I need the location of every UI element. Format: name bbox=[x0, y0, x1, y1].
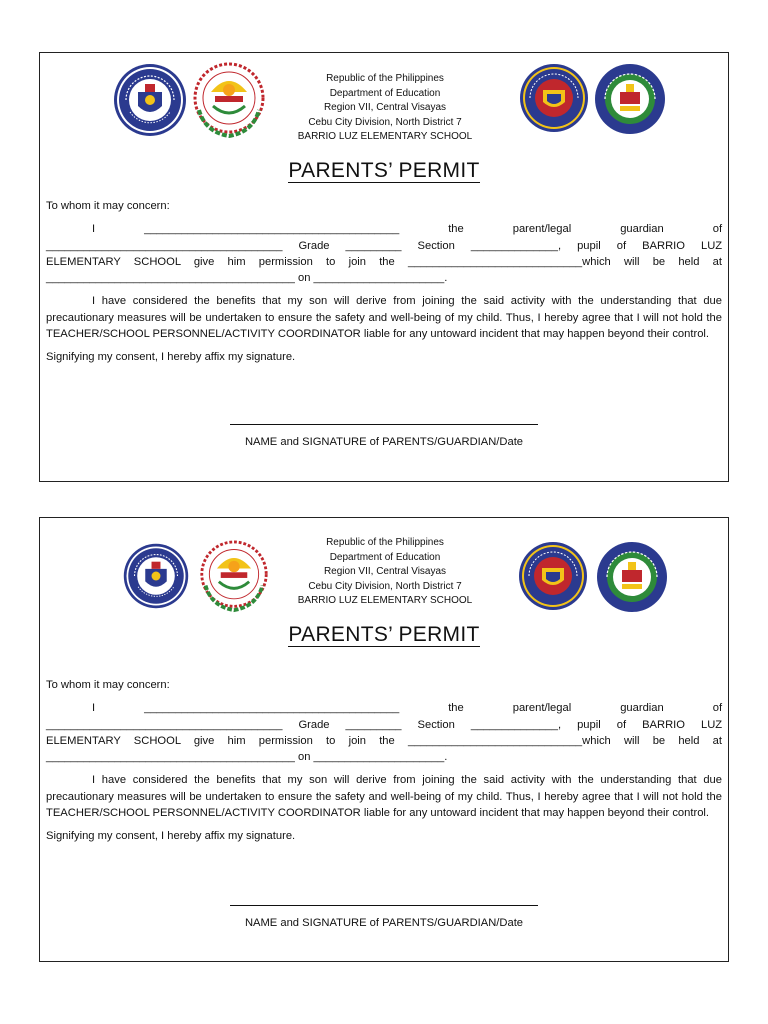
signature-line bbox=[230, 905, 538, 906]
consent-paragraph: I have considered the benefits that my son will derive from joining the said activity with the understanding that due precautionary measures will be undertaken to ensure the safety and well-being of my child. Thus, I hereby agree that I will not hold the TEACHER/SCHOOL PERSONNEL/ACTIVITY COORDINATOR liable for any untoward incident that may happen beyond their control. bbox=[46, 774, 722, 820]
permit-form-top bbox=[39, 52, 729, 482]
signature-line bbox=[230, 424, 538, 425]
region-vii-seal-icon bbox=[198, 540, 270, 614]
region-vii-seal-icon bbox=[191, 62, 267, 140]
header-line-republic: Republic of the Philippines bbox=[326, 73, 444, 84]
letterhead bbox=[40, 67, 728, 145]
page-title bbox=[40, 623, 728, 647]
greeting: To whom it may concern: bbox=[46, 200, 170, 212]
signature-block bbox=[40, 905, 728, 929]
header-line-department: Department of Education bbox=[329, 87, 441, 99]
form-line-1: I _________________________________________ the parent/legal guardian of bbox=[92, 702, 723, 715]
header-line-division: Cebu City Division, North District 7 bbox=[308, 116, 462, 128]
header-line-department: Department of Education bbox=[329, 551, 441, 563]
form-line-4: ________________________________________ on _____________________. bbox=[46, 751, 448, 764]
form-line-2: ______________________________________ Grade _________ Section ______________, pupil of BARRIO LUZ bbox=[46, 239, 723, 252]
title-text: PARENTS’ PERMIT bbox=[288, 159, 480, 182]
header-line-division: Cebu City Division, North District 7 bbox=[308, 580, 462, 592]
consent-statement: Signifying my consent, I hereby affix my signature. bbox=[46, 830, 296, 843]
page-title bbox=[40, 159, 728, 183]
header-line-republic: Republic of the Philippines bbox=[326, 537, 444, 548]
cebu-city-division-seal-icon bbox=[517, 540, 589, 612]
form-line-2: ______________________________________ Grade _________ Section ______________, pupil of BARRIO LUZ bbox=[46, 718, 723, 731]
signature-block bbox=[40, 424, 728, 448]
form-line-3: ELEMENTARY SCHOOL give him permission to join the ____________________________which will be held at bbox=[46, 255, 723, 268]
header-line-region: Region VII, Central Visayas bbox=[323, 102, 447, 113]
consent-statement: Signifying my consent, I hereby affix my signature. bbox=[46, 351, 296, 364]
cebu-city-division-seal-icon bbox=[518, 62, 590, 134]
consent-paragraph: I have considered the benefits that my son will derive from joining the said activity with the understanding that due precautionary measures will be undertaken to ensure the safety and well-being of my child. Thus, I hereby agree that I will not hold the TEACHER/SCHOOL PERSONNEL/ACTIVITY COORDINATOR liable for any untoward incident that may happen beyond their control. bbox=[46, 295, 722, 341]
letterhead-text bbox=[280, 536, 490, 609]
deped-seal-icon bbox=[122, 542, 190, 610]
permit-form-bottom bbox=[39, 517, 729, 962]
deped-seal-icon bbox=[112, 62, 188, 138]
signature-label: NAME and SIGNATURE of PARENTS/GUARDIAN/Date bbox=[244, 436, 524, 448]
form-line-3: ELEMENTARY SCHOOL give him permission to join the ____________________________which will be held at bbox=[46, 734, 723, 747]
header-line-region: Region VII, Central Visayas bbox=[323, 566, 447, 577]
form-line-1: I _________________________________________ the parent/legal guardian of bbox=[92, 223, 723, 236]
header-line-school: BARRIO LUZ ELEMENTARY SCHOOL bbox=[297, 131, 473, 142]
title-text: PARENTS’ PERMIT bbox=[288, 623, 480, 646]
greeting: To whom it may concern: bbox=[46, 679, 170, 691]
permit-body bbox=[46, 198, 722, 366]
school-seal-icon bbox=[593, 62, 667, 136]
signature-label: NAME and SIGNATURE of PARENTS/GUARDIAN/Date bbox=[244, 917, 524, 929]
permit-body bbox=[46, 677, 722, 845]
letterhead-text bbox=[280, 72, 490, 145]
header-line-school: BARRIO LUZ ELEMENTARY SCHOOL bbox=[297, 595, 473, 606]
school-seal-icon bbox=[595, 540, 669, 614]
letterhead bbox=[40, 532, 728, 610]
form-line-4: ________________________________________ on _____________________. bbox=[46, 272, 448, 285]
